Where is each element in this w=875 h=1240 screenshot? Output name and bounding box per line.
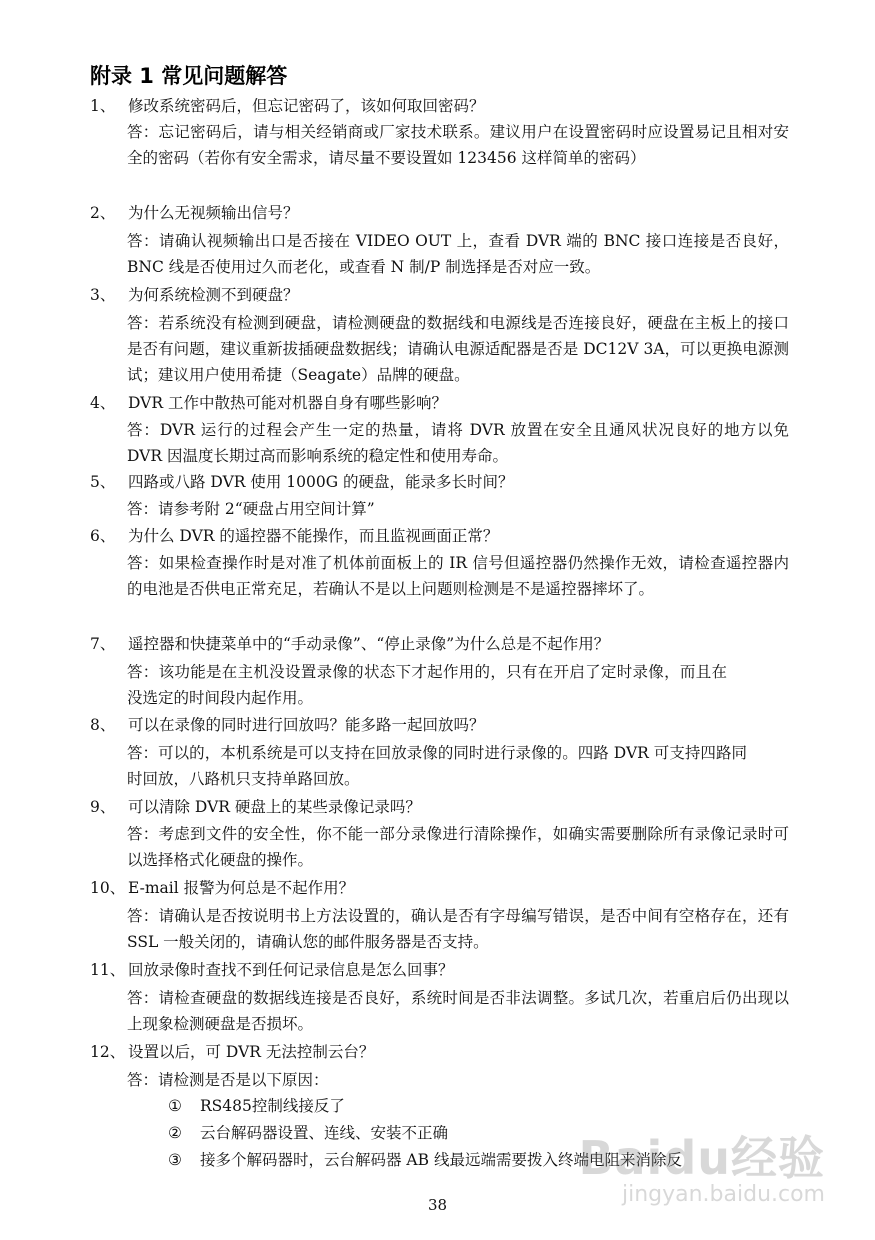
question-11 xyxy=(90,958,790,983)
cause-item xyxy=(168,1121,448,1146)
question-text: 遥控器和快捷菜单中的“手动录像”、“停止录像”为什么总是不起作用？ xyxy=(128,635,610,653)
question-number: 3、 xyxy=(90,286,116,304)
cause-marker: ① xyxy=(168,1097,182,1115)
question-text: 为何系统检测不到硬盘？ xyxy=(128,286,299,304)
cause-item xyxy=(168,1094,345,1119)
question-text: 四路或八路 DVR 使用 1000G 的硬盘，能录多长时间？ xyxy=(128,473,514,491)
question-10 xyxy=(90,876,790,901)
question-number: 2、 xyxy=(90,204,116,222)
question-number: 11、 xyxy=(90,961,126,979)
question-number: 9、 xyxy=(90,798,116,816)
question-8 xyxy=(90,713,790,738)
question-text: 可以在录像的同时进行回放吗？能多路一起回放吗？ xyxy=(128,716,485,734)
answer-12: 答：请检测是否是以下原因： xyxy=(127,1071,329,1089)
page-number: 38 xyxy=(427,1196,448,1214)
cause-marker: ③ xyxy=(168,1151,182,1169)
answer-6: 答：如果检查操作时是对准了机体前面板上的 IR 信号但遥控器仍然操作无效，请检查遥控器内的电池是否供电正常充足，若确认不是以上问题则检测是不是遥控器摔坏了。 xyxy=(127,554,789,598)
answer-2: 答：请确认视频输出口是否接在 VIDEO OUT 上，查看 DVR 端的 BNC 接口连接是否良好，BNC 线是否使用过久而老化，或查看 N 制/P 制选择是否对应一致。 xyxy=(127,232,789,276)
question-number: 4、 xyxy=(90,394,116,412)
question-text: E-mail 报警为何总是不起作用？ xyxy=(128,879,355,897)
question-1 xyxy=(90,94,790,119)
question-text: 修改系统密码后，但忘记密码了，该如何取回密码？ xyxy=(128,97,485,115)
cause-text: 接多个解码器时，云台解码器 AB 线最远端需要拨入终端电阻来消除反 xyxy=(200,1151,682,1169)
answer-5: 答：请参考附 2“硬盘占用空间计算” xyxy=(127,500,375,518)
answer-7: 答：该功能是在主机没设置录像的状态下才起作用的，只有在开启了定时录像，而且在没选定的时间段内起作用。 xyxy=(127,663,727,707)
question-text: 设置以后，可 DVR 无法控制云台？ xyxy=(128,1043,375,1061)
cause-marker: ② xyxy=(168,1124,182,1142)
page-title: 附录 1 常见问题解答 xyxy=(90,64,288,88)
question-4 xyxy=(90,391,790,416)
question-12 xyxy=(90,1040,790,1065)
question-number: 10、 xyxy=(90,879,126,897)
watermark xyxy=(578,1122,825,1207)
question-2 xyxy=(90,201,790,226)
question-number: 1、 xyxy=(90,97,116,115)
question-number: 6、 xyxy=(90,527,116,545)
cause-text: 云台解码器设置、连线、安装不正确 xyxy=(200,1124,449,1142)
question-text: DVR 工作中散热可能对机器自身有哪些影响？ xyxy=(128,394,447,412)
watermark-brand: Baidu经验 xyxy=(578,1131,825,1185)
question-text: 为什么无视频输出信号？ xyxy=(128,204,299,222)
question-number: 8、 xyxy=(90,716,116,734)
question-number: 12、 xyxy=(90,1043,126,1061)
question-5 xyxy=(90,470,790,495)
answer-1: 答：忘记密码后，请与相关经销商或厂家技术联系。建议用户在设置密码时应设置易记且相对安全的密码（若你有安全需求，请尽量不要设置如 123456 这样简单的密码） xyxy=(127,123,789,167)
question-9 xyxy=(90,795,790,820)
cause-text: RS485控制线接反了 xyxy=(200,1097,345,1115)
question-number: 5、 xyxy=(90,473,116,491)
answer-11: 答：请检查硬盘的数据线连接是否良好，系统时间是否非法调整。多试几次，若重启后仍出现以上现象检测硬盘是否损坏。 xyxy=(127,989,789,1033)
question-number: 7、 xyxy=(90,635,116,653)
question-3 xyxy=(90,283,790,308)
question-text: 可以清除 DVR 硬盘上的某些录像记录吗？ xyxy=(128,798,421,816)
question-text: 为什么 DVR 的遥控器不能操作，而且监视画面正常？ xyxy=(128,527,499,545)
question-6 xyxy=(90,524,790,549)
question-text: 回放录像时查找不到任何记录信息是怎么回事？ xyxy=(128,961,454,979)
answer-9: 答：考虑到文件的安全性，你不能一部分录像进行清除操作，如确实需要删除所有录像记录时可以选择格式化硬盘的操作。 xyxy=(127,825,789,869)
answer-8: 答：可以的，本机系统是可以支持在回放录像的同时进行录像的。四路 DVR 可支持四路同时回放，八路机只支持单路回放。 xyxy=(127,744,747,788)
question-7 xyxy=(90,632,790,657)
answer-10: 答：请确认是否按说明书上方法设置的，确认是否有字母编写错误，是否中间有空格存在，还有 SSL 一般关闭的，请确认您的邮件服务器是否支持。 xyxy=(127,907,789,951)
watermark-url: jingyan.baidu.com xyxy=(621,1182,825,1207)
answer-3: 答：若系统没有检测到硬盘，请检测硬盘的数据线和电源线是否连接良好，硬盘在主板上的接口是否有问题，建议重新拔插硬盘数据线；请确认电源适配器是否是 DC12V 3A，可以更换电源测试；建议用户使用希捷（Seagate）品牌的硬盘。 xyxy=(127,314,789,384)
answer-4: 答：DVR 运行的过程会产生一定的热量，请将 DVR 放置在安全且通风状况良好的地方以免 DVR 因温度长期过高而影响系统的稳定性和使用寿命。 xyxy=(127,421,789,465)
